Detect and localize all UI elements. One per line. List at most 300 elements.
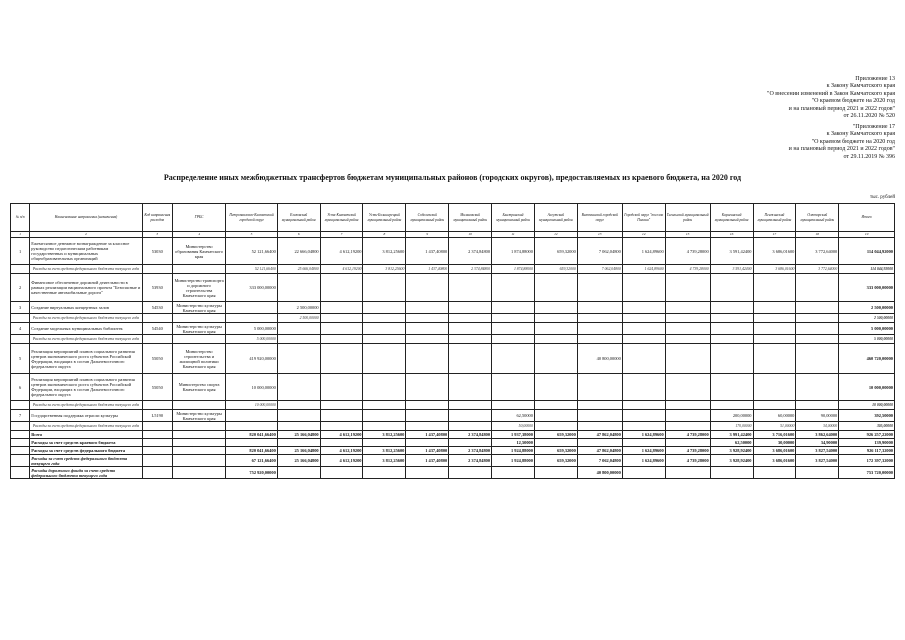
column-number: 17 [753, 232, 796, 238]
value-cell [622, 302, 665, 314]
info-cell: 54540 [142, 323, 172, 335]
value-cell: 1 437,40800 [406, 238, 449, 265]
value-cell: 30,00000 [753, 439, 796, 447]
info-cell [11, 467, 30, 479]
value-cell [492, 344, 535, 374]
value-cell: 659,32000 [534, 431, 577, 439]
header-line: Приложение 13 [855, 76, 895, 82]
info-cell [142, 439, 172, 447]
value-cell: 2 374,84800 [449, 431, 492, 439]
value-cell: 200,00000 [710, 410, 753, 422]
value-cell [534, 410, 577, 422]
value-cell [577, 410, 622, 422]
value-cell: 333 000,00000 [839, 274, 895, 302]
header-line: к Закону Камчатского края [826, 131, 895, 138]
value-cell: 114 044,92000 [839, 238, 895, 265]
value-cell [449, 467, 492, 479]
info-cell: 3 [11, 302, 30, 314]
column-header: ГРБС [172, 204, 226, 232]
info-cell [172, 335, 226, 344]
info-cell: 6 [11, 374, 30, 401]
value-cell [753, 302, 796, 314]
row-label: Создание виртуальных концертных залов [30, 302, 143, 314]
appendix-header [767, 76, 895, 120]
info-cell [11, 401, 30, 410]
column-header: Олюторский муниципальный район [796, 204, 839, 232]
value-cell [363, 401, 406, 410]
value-cell: 4 612,19200 [320, 447, 363, 455]
info-cell: Министерство культуры Камчатского края [172, 323, 226, 335]
value-cell [710, 274, 753, 302]
value-cell [622, 410, 665, 422]
value-cell [449, 344, 492, 374]
value-cell: 25 166,04800 [277, 431, 320, 439]
value-cell: 3 862,64000 [796, 431, 839, 439]
value-cell: 3 686,01600 [753, 447, 796, 455]
table-row [11, 323, 895, 335]
table-body [11, 238, 895, 479]
table-subrow [11, 314, 895, 323]
value-cell [320, 439, 363, 447]
value-cell: 659,32000 [534, 447, 577, 455]
header-line: и на плановый период 2021 и 2022 годов" [788, 105, 895, 112]
value-cell [665, 344, 710, 374]
info-cell [11, 422, 30, 431]
value-cell [449, 314, 492, 323]
value-cell [363, 467, 406, 479]
value-cell: 659,32000 [534, 455, 577, 467]
value-cell [577, 323, 622, 335]
info-cell [142, 314, 172, 323]
value-cell [449, 422, 492, 431]
table-subrow [11, 401, 895, 410]
info-cell: 4 [11, 323, 30, 335]
info-cell [142, 447, 172, 455]
value-cell [710, 302, 753, 314]
table-row [11, 238, 895, 265]
column-header: Алеутский муниципальный район [534, 204, 577, 232]
value-cell: 25 166,04800 [277, 447, 320, 455]
value-cell: 820 041,66400 [226, 447, 277, 455]
info-cell [172, 314, 226, 323]
info-cell [172, 422, 226, 431]
value-cell [577, 302, 622, 314]
value-cell [492, 467, 535, 479]
header-row [11, 204, 895, 232]
value-cell: 47 862,04800 [577, 447, 622, 455]
value-cell [753, 323, 796, 335]
value-cell [277, 401, 320, 410]
value-cell: 2 374,84800 [449, 265, 492, 274]
value-cell [534, 401, 577, 410]
value-cell [665, 323, 710, 335]
row-label: Государственная поддержка отрасли культуры [30, 410, 143, 422]
column-header: Карагинский муниципальный район [710, 204, 753, 232]
value-cell: 3 772,64000 [796, 265, 839, 274]
value-cell: 10 000,00000 [839, 401, 895, 410]
info-cell: 53930 [142, 274, 172, 302]
value-cell: 62,50000 [710, 439, 753, 447]
value-cell [226, 314, 277, 323]
unit-label: тыс. рублей [870, 195, 895, 200]
value-cell: 3 827,54000 [796, 447, 839, 455]
column-header: Код направления расходов [142, 204, 172, 232]
info-cell [11, 439, 30, 447]
value-cell [320, 344, 363, 374]
value-cell: 1 437,40800 [406, 265, 449, 274]
value-cell: 10 000,00000 [226, 374, 277, 401]
value-cell: 5 000,00000 [839, 335, 895, 344]
value-cell [449, 439, 492, 447]
value-cell: 170,00000 [710, 422, 753, 431]
value-cell [406, 314, 449, 323]
value-cell: 3 812,25600 [363, 431, 406, 439]
value-cell: 4 612,19200 [320, 238, 363, 265]
transfers-table [10, 203, 895, 479]
value-cell: 3 686,01600 [753, 238, 796, 265]
value-cell [753, 335, 796, 344]
value-cell [320, 422, 363, 431]
value-cell: 4 739,28000 [665, 265, 710, 274]
value-cell [534, 323, 577, 335]
value-cell [753, 314, 796, 323]
info-cell [11, 455, 30, 467]
value-cell: 5 000,00000 [226, 335, 277, 344]
value-cell [622, 439, 665, 447]
value-cell [492, 314, 535, 323]
value-cell [710, 335, 753, 344]
value-cell [665, 335, 710, 344]
value-cell [226, 422, 277, 431]
info-cell [142, 455, 172, 467]
value-cell [277, 439, 320, 447]
column-number: 11 [492, 232, 535, 238]
value-cell: 1 924,88000 [492, 455, 535, 467]
value-cell: 172 397,32000 [839, 455, 895, 467]
info-cell: Министерство строительства и жилищной политики Камчатского края [172, 344, 226, 374]
info-cell [142, 265, 172, 274]
value-cell [534, 467, 577, 479]
value-cell [320, 410, 363, 422]
row-label: Расходы дорожного фонда за счет средств федерального бюджета текущего года [30, 467, 143, 479]
value-cell [406, 410, 449, 422]
value-cell [492, 274, 535, 302]
row-label: Реализация мероприятий планов социального развития центров экономического роста субъектов Российской Федерации, входящих в состав Дальневосточного федерального округа [30, 344, 143, 374]
value-cell [753, 401, 796, 410]
value-cell: 7 062,04800 [577, 265, 622, 274]
value-cell [622, 274, 665, 302]
value-cell [406, 439, 449, 447]
value-cell [622, 314, 665, 323]
value-cell: 7 062,04800 [577, 455, 622, 467]
value-cell [577, 374, 622, 401]
value-cell: 90,00000 [796, 410, 839, 422]
value-cell [622, 335, 665, 344]
info-cell [172, 265, 226, 274]
info-cell [11, 314, 30, 323]
value-cell [363, 302, 406, 314]
value-cell: 1 624,89600 [622, 455, 665, 467]
value-cell [796, 323, 839, 335]
value-cell: 10 000,00000 [226, 401, 277, 410]
value-cell [406, 335, 449, 344]
value-cell [534, 314, 577, 323]
value-cell: 1 937,38000 [492, 431, 535, 439]
value-cell: 3 591,42400 [710, 265, 753, 274]
column-header: Соболевский муниципальный район [406, 204, 449, 232]
value-cell: 3 686,01600 [753, 455, 796, 467]
value-cell [534, 374, 577, 401]
info-cell: 55050 [142, 374, 172, 401]
value-cell: 50,00000 [492, 422, 535, 431]
column-header: Вилючинский городской округ [577, 204, 622, 232]
value-cell [406, 422, 449, 431]
header-line: от 26.11.2020 № 520 [843, 113, 895, 120]
value-cell [796, 344, 839, 374]
table-header [11, 204, 895, 238]
value-cell [710, 344, 753, 374]
value-cell: 1 874,88000 [492, 265, 535, 274]
value-cell: 752 920,00000 [226, 467, 277, 479]
value-cell: 3 772,64000 [796, 238, 839, 265]
header-line: "О внесении изменений в Закон Камчатского края [767, 90, 895, 97]
value-cell: 3 686,01600 [753, 265, 796, 274]
value-cell [796, 314, 839, 323]
value-cell: 3 991,42400 [710, 431, 753, 439]
column-number: 2 [30, 232, 143, 238]
value-cell [622, 344, 665, 374]
info-cell: 54530 [142, 302, 172, 314]
column-header: № п/п [11, 204, 30, 232]
value-cell [363, 323, 406, 335]
table-total-row [11, 447, 895, 455]
value-cell [665, 274, 710, 302]
document-title: Распределение иных межбюджетных трансфертов бюджетам муниципальных районов (городских округов), предоставляемых из краевого бюджета, на 2020 год [163, 173, 742, 182]
column-header: Быстринский муниципальный район [492, 204, 535, 232]
column-number: 5 [226, 232, 277, 238]
value-cell: 659,32000 [534, 238, 577, 265]
value-cell [226, 410, 277, 422]
value-cell: 4 739,28000 [665, 431, 710, 439]
value-cell [622, 401, 665, 410]
value-cell: 2 500,00000 [839, 314, 895, 323]
value-cell: 2 500,00000 [277, 314, 320, 323]
value-cell [665, 302, 710, 314]
value-cell [534, 422, 577, 431]
value-cell [796, 401, 839, 410]
column-number: 4 [172, 232, 226, 238]
column-header: Итого [839, 204, 895, 232]
info-cell [172, 455, 226, 467]
value-cell [534, 344, 577, 374]
value-cell [665, 401, 710, 410]
value-cell [320, 335, 363, 344]
column-number: 19 [839, 232, 895, 238]
value-cell: 419 920,00000 [226, 344, 277, 374]
value-cell [406, 374, 449, 401]
value-cell [710, 467, 753, 479]
value-cell: 305,00000 [839, 422, 895, 431]
value-cell: 3 827,54000 [796, 455, 839, 467]
info-cell: 7 [11, 410, 30, 422]
value-cell [277, 467, 320, 479]
column-number: 13 [577, 232, 622, 238]
value-cell: 34,90000 [796, 439, 839, 447]
value-cell [753, 374, 796, 401]
value-cell: 4 739,28000 [665, 238, 710, 265]
row-label: Расходы за счет средств федерального бюджета текущего года [30, 422, 143, 431]
value-cell [277, 274, 320, 302]
header-line: "О краевом бюджете на 2020 год [811, 138, 895, 145]
value-cell [406, 302, 449, 314]
value-cell [320, 401, 363, 410]
value-cell: 820 041,66400 [226, 431, 277, 439]
column-header: Городской округ "поселок Палана" [622, 204, 665, 232]
table-total-row [11, 467, 895, 479]
value-cell [796, 467, 839, 479]
table-total-row [11, 439, 895, 447]
value-cell: 4 612,19200 [320, 455, 363, 467]
value-cell [796, 274, 839, 302]
value-cell [796, 374, 839, 401]
value-cell: 67 121,66400 [226, 455, 277, 467]
header-line: "О краевом бюджете на 2020 год [811, 98, 895, 105]
value-cell: 1 924,88000 [492, 447, 535, 455]
column-header: Пенжинский муниципальный район [753, 204, 796, 232]
column-number: 12 [534, 232, 577, 238]
value-cell [665, 410, 710, 422]
table-row [11, 374, 895, 401]
row-label: Финансовое обеспечение дорожной деятельности в рамках реализации национального проекта "Безопасные и качественные автомобильные дороги" [30, 274, 143, 302]
value-cell [577, 335, 622, 344]
value-cell [577, 401, 622, 410]
info-cell: Министерство культуры Камчатского края [172, 302, 226, 314]
value-cell [277, 335, 320, 344]
column-number: 6 [277, 232, 320, 238]
value-cell [363, 335, 406, 344]
value-cell [622, 374, 665, 401]
column-header: Петропавловск-Камчатский городской округ [226, 204, 277, 232]
value-cell: 4 739,28000 [665, 447, 710, 455]
value-cell [363, 374, 406, 401]
value-cell [492, 335, 535, 344]
value-cell [492, 302, 535, 314]
value-cell [277, 344, 320, 374]
value-cell [753, 274, 796, 302]
value-cell: 3 812,25600 [363, 265, 406, 274]
value-cell [226, 302, 277, 314]
column-number: 1 [11, 232, 30, 238]
value-cell: 4 739,28000 [665, 455, 710, 467]
value-cell: 51,00000 [753, 422, 796, 431]
table-subrow [11, 265, 895, 274]
info-cell: 2 [11, 274, 30, 302]
info-cell: 53030 [142, 238, 172, 265]
value-cell: 1 437,40800 [406, 431, 449, 439]
info-cell [142, 401, 172, 410]
info-cell: 5 [11, 344, 30, 374]
value-cell [277, 410, 320, 422]
info-cell [172, 467, 226, 479]
value-cell: 1 624,89600 [622, 447, 665, 455]
value-cell: 12,50000 [492, 439, 535, 447]
value-cell: 62,50000 [492, 410, 535, 422]
value-cell [449, 410, 492, 422]
info-cell [11, 265, 30, 274]
value-cell [320, 323, 363, 335]
column-header: Тигильский муниципальный район [665, 204, 710, 232]
value-cell [406, 274, 449, 302]
value-cell [320, 467, 363, 479]
value-cell [577, 422, 622, 431]
value-cell [320, 274, 363, 302]
row-label: Расходы за счет средств федерального бюджета текущего года [30, 314, 143, 323]
row-label: Расходы за счет средств федерального бюджета текущего года [30, 455, 143, 467]
value-cell [710, 323, 753, 335]
info-cell: Министерство образования Камчатского края [172, 238, 226, 265]
row-label: Расходы за счет средств федерального бюджета текущего года [30, 401, 143, 410]
value-cell [622, 422, 665, 431]
info-cell: 55050 [142, 344, 172, 374]
value-cell: 52 121,66400 [226, 265, 277, 274]
value-cell [406, 467, 449, 479]
column-header: Усть-Камчатский муниципальный район [320, 204, 363, 232]
value-cell [492, 374, 535, 401]
value-cell: 2 374,84800 [449, 447, 492, 455]
value-cell [406, 401, 449, 410]
value-cell [796, 335, 839, 344]
table-total-row [11, 455, 895, 467]
row-label: Расходы за счет средств федерального бюджета [30, 447, 143, 455]
row-label: Ежемесячное денежное вознаграждение за классное руководство педагогическим работникам государственных и муниципальных общеобразовательных организаций [30, 238, 143, 265]
value-cell: 3 591,42400 [710, 238, 753, 265]
value-cell: 1 437,40800 [406, 447, 449, 455]
value-cell: 60,00000 [753, 410, 796, 422]
value-cell: 4 612,19200 [320, 265, 363, 274]
table-subrow [11, 422, 895, 431]
column-number: 3 [142, 232, 172, 238]
value-cell [277, 323, 320, 335]
value-cell: 3 812,25600 [363, 447, 406, 455]
value-cell [449, 302, 492, 314]
value-cell [363, 410, 406, 422]
value-cell: 34,00000 [796, 422, 839, 431]
info-cell [142, 431, 172, 439]
table-row [11, 302, 895, 314]
value-cell [577, 314, 622, 323]
value-cell [363, 439, 406, 447]
value-cell: 1 437,40800 [406, 455, 449, 467]
header-line: от 29.11.2019 № 396 [843, 153, 895, 160]
value-cell [622, 323, 665, 335]
column-number: 8 [363, 232, 406, 238]
column-number: 15 [665, 232, 710, 238]
value-cell [665, 314, 710, 323]
appendix-header-original [789, 124, 895, 161]
value-cell [277, 422, 320, 431]
value-cell: 3 812,25600 [363, 455, 406, 467]
value-cell [320, 374, 363, 401]
value-cell: 7 062,04800 [577, 238, 622, 265]
table-row [11, 274, 895, 302]
value-cell [577, 274, 622, 302]
value-cell [534, 274, 577, 302]
value-cell [665, 467, 710, 479]
value-cell [577, 439, 622, 447]
value-cell: 3 928,92400 [710, 447, 753, 455]
header-line: и на плановый период 2021 и 2022 годов" [788, 146, 895, 153]
value-cell [449, 374, 492, 401]
